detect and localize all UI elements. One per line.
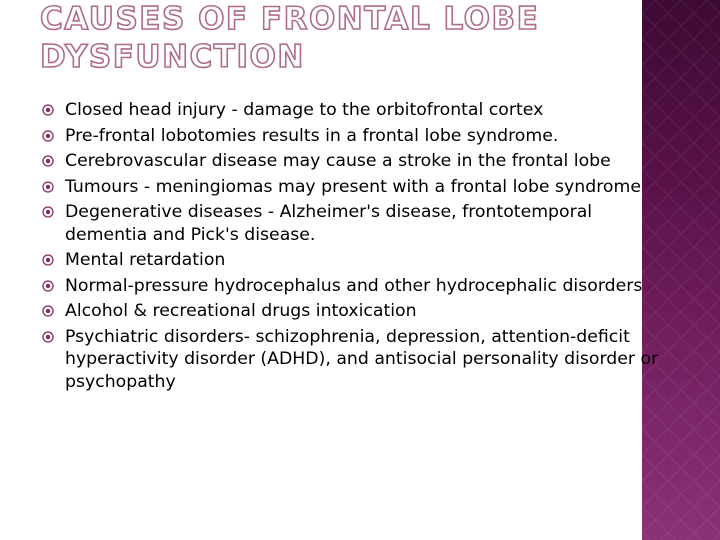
circled-dot-icon: [42, 331, 54, 343]
bullet-text: Cerebrovascular disease may cause a stroke in the frontal lobe: [65, 151, 611, 171]
circled-dot-icon: [42, 181, 54, 193]
bullet-item: [40, 249, 660, 272]
bullet-text: Tumours - meningiomas may present with a frontal lobe syndrome: [65, 176, 641, 197]
circled-dot-icon: [42, 206, 54, 218]
bullet-item: [40, 176, 660, 199]
bullet-text: Psychiatric disorders- schizophrenia, depression, attention-deficit hyperactivity disorder (ADHD), and antisocial personality disorder or psychopathy: [65, 326, 659, 392]
bullet-text: Mental retardation: [65, 250, 226, 270]
bullet-item: [40, 300, 660, 323]
circled-dot-icon: [42, 130, 54, 142]
bullet-text: Pre-frontal lobotomies results in a frontal lobe syndrome.: [65, 125, 559, 146]
circled-dot-icon: [42, 280, 54, 292]
bullet-text: Alcohol & recreational drugs intoxication: [65, 301, 417, 321]
bullet-item: [40, 125, 660, 148]
bullet-text: Normal-pressure hydrocephalus and other hydrocephalic disorders: [65, 275, 643, 296]
slide-title: CAUSES OF FRONTAL LOBE DYSFUNCTION: [40, 1, 540, 75]
circled-dot-icon: [42, 104, 54, 116]
bullet-text: Degenerative diseases - Alzheimer's disease, frontotemporal dementia and Pick's disease.: [65, 202, 593, 245]
bullet-text: Closed head injury - damage to the orbitofrontal cortex: [65, 100, 544, 120]
circled-dot-icon: [42, 254, 54, 266]
bullet-item: [40, 99, 660, 122]
bullet-list: [40, 99, 660, 396]
bullet-item: [40, 275, 660, 298]
bullet-item: [40, 201, 660, 246]
bullet-item: [40, 326, 660, 394]
circled-dot-icon: [42, 305, 54, 317]
circled-dot-icon: [42, 155, 54, 167]
bullet-item: [40, 150, 660, 173]
